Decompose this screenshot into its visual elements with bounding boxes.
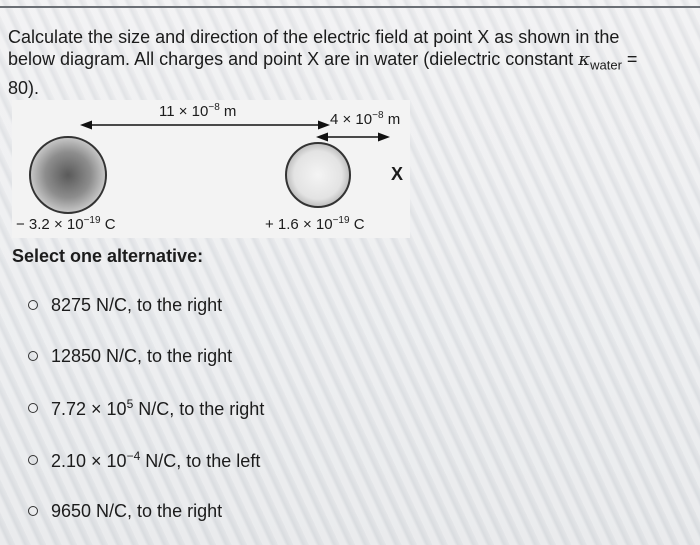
question-line-2 bbox=[8, 48, 688, 77]
charge-label-1-unit: C bbox=[100, 216, 116, 233]
negative-charge-sphere bbox=[30, 137, 106, 213]
distance-arrow-1 bbox=[80, 121, 330, 130]
distance-label-1-unit: m bbox=[219, 103, 237, 120]
distance-label-2-exp: −8 bbox=[372, 110, 384, 121]
answer-option-4-text bbox=[51, 449, 260, 472]
answer-option-4-rest: N/C, to the left bbox=[140, 450, 261, 471]
answer-option-5[interactable] bbox=[28, 499, 222, 523]
question-line-2-end: = bbox=[621, 49, 638, 69]
answer-option-3-text bbox=[51, 397, 264, 420]
distance-label-1 bbox=[159, 102, 236, 120]
distance-label-1-base: 11 × 10 bbox=[159, 103, 209, 120]
answer-option-4[interactable] bbox=[28, 448, 260, 472]
radio-button[interactable] bbox=[28, 300, 38, 310]
answer-option-4-exp: −4 bbox=[126, 448, 141, 463]
distance-label-2-base: 4 × 10 bbox=[330, 111, 373, 128]
answer-option-1-text: 8275 N/C, to the right bbox=[51, 294, 223, 315]
question-line-1: Calculate the size and direction of the electric field at point X as shown in the bbox=[8, 27, 620, 47]
question-line-3: 80). bbox=[8, 77, 40, 98]
answer-option-3-base: 7.72 × 10 bbox=[51, 398, 127, 419]
distance-label-2 bbox=[330, 110, 400, 128]
answer-option-4-base: 2.10 × 10 bbox=[51, 450, 127, 471]
answer-option-3-rest: N/C, to the right bbox=[133, 398, 265, 419]
question-text bbox=[8, 26, 688, 99]
select-prompt: Select one alternative: bbox=[12, 246, 204, 266]
answer-option-1[interactable] bbox=[28, 293, 222, 317]
top-divider bbox=[0, 6, 700, 8]
distance-label-2-unit: m bbox=[383, 111, 401, 128]
answer-option-2[interactable] bbox=[28, 344, 232, 368]
charge-label-2-base: + 1.6 × 10 bbox=[265, 216, 333, 233]
answer-option-5-text: 9650 N/C, to the right bbox=[51, 500, 223, 521]
answer-option-2-text: 12850 N/C, to the right bbox=[51, 345, 233, 366]
charge-label-1 bbox=[16, 215, 116, 233]
answer-option-3[interactable] bbox=[28, 396, 264, 420]
charge-label-1-base: − 3.2 × 10 bbox=[16, 216, 84, 233]
point-x-label: X bbox=[391, 164, 404, 184]
radio-button[interactable] bbox=[28, 455, 38, 465]
charge-label-1-exp: −19 bbox=[83, 215, 101, 226]
distance-label-1-exp: −8 bbox=[208, 102, 220, 113]
charge-label-2 bbox=[265, 215, 365, 233]
charge-diagram bbox=[12, 100, 410, 238]
radio-button[interactable] bbox=[28, 351, 38, 361]
answer-option-3-exp: 5 bbox=[126, 396, 134, 411]
positive-charge-sphere bbox=[286, 143, 350, 207]
radio-button[interactable] bbox=[28, 403, 38, 413]
charge-label-2-unit: C bbox=[349, 216, 365, 233]
charge-label-2-exp: −19 bbox=[332, 215, 350, 226]
radio-button[interactable] bbox=[28, 506, 38, 516]
kappa-symbol: κ bbox=[578, 49, 591, 70]
kappa-subscript: water bbox=[590, 57, 622, 73]
question-line-2-text: below diagram. All charges and point X are in water (dielectric constant bbox=[8, 49, 579, 69]
distance-arrow-2 bbox=[316, 133, 390, 142]
